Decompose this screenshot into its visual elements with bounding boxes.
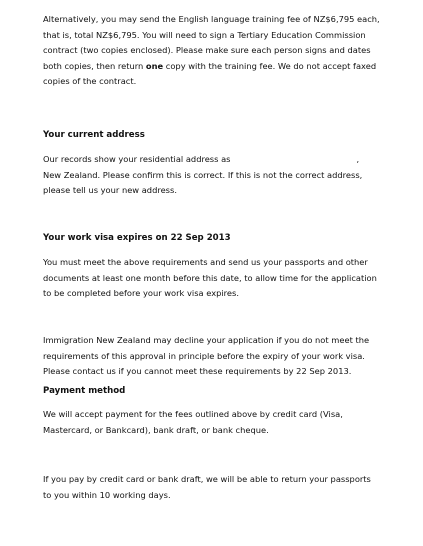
passport-line-1: If you pay by credit card or bank draft, we will be able to return your passports xyxy=(43,474,371,484)
address-line-1-end: , xyxy=(356,154,360,164)
work-visa-heading: Your work visa expires on 22 Sep 2013 xyxy=(43,233,231,243)
immigration-paragraph xyxy=(43,333,383,380)
immigration-line-3: Please contact us if you cannot meet these requirements by 22 Sep 2013. xyxy=(43,366,352,377)
fee-line-5: copies of the contract. xyxy=(43,76,137,87)
fee-line-4-emphasis: one xyxy=(145,60,164,71)
fee-line-1: Alternatively, you may send the English language training fee of NZ$6,795 each, xyxy=(43,14,380,24)
fee-line-3: contract (two copies enclosed). Please make sure each person signs and dates xyxy=(43,45,371,56)
fee-line-4 xyxy=(43,59,383,75)
work-visa-paragraph xyxy=(43,255,383,302)
address-line-1 xyxy=(43,152,383,168)
address-heading: Your current address xyxy=(43,130,145,140)
passport-return-paragraph xyxy=(43,472,383,503)
immigration-line-2: requirements of this approval in principle before the expiry of your work visa. xyxy=(43,350,365,361)
address-paragraph xyxy=(43,152,383,199)
passport-line-2: to you within 10 working days. xyxy=(43,489,171,500)
fee-line-4-after: copy with the training fee. We do not accept faxed xyxy=(163,60,377,71)
visa-line-1: You must meet the above requirements and send us your passports and other xyxy=(43,257,368,267)
payment-line-2: Mastercard, or Bankcard), bank draft, or bank cheque. xyxy=(43,424,269,435)
payment-method-heading: Payment method xyxy=(43,386,126,396)
visa-line-2: documents at least one month before this date, to allow time for the application xyxy=(43,272,377,283)
address-line-1-start: Our records show your residential address as xyxy=(43,154,231,164)
address-line-2: New Zealand. Please confirm this is correct. If this is not the correct address, xyxy=(43,169,363,180)
payment-method-paragraph xyxy=(43,407,383,438)
address-line-3: please tell us your new address. xyxy=(43,185,177,196)
immigration-line-1: Immigration New Zealand may decline your application if you do not meet the xyxy=(43,335,370,345)
fee-line-4-before: both copies, then return xyxy=(43,60,146,71)
payment-line-1: We will accept payment for the fees outlined above by credit card (Visa, xyxy=(43,409,343,419)
visa-line-3: to be completed before your work visa expires. xyxy=(43,288,239,299)
training-fee-paragraph xyxy=(43,12,383,90)
fee-line-2: that is, total NZ$6,795. You will need to sign a Tertiary Education Commission xyxy=(43,29,366,40)
